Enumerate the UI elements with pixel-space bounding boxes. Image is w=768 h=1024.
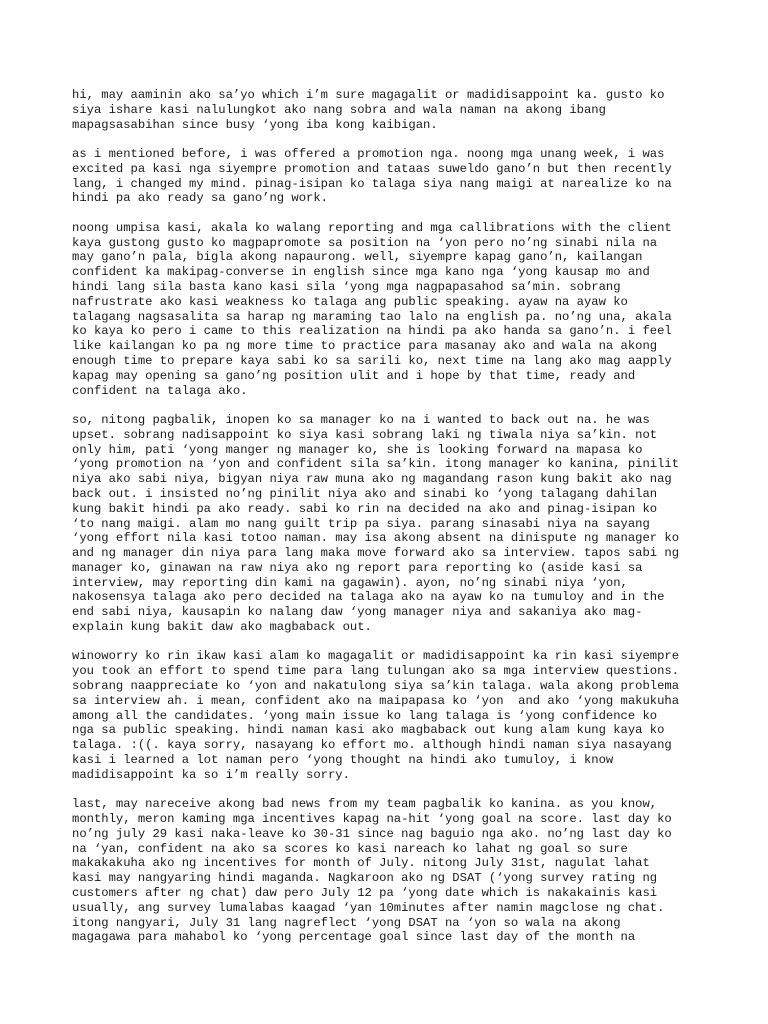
text-line: hindi pa ako ready sa gano’ng work. <box>72 191 328 206</box>
text-line: makakakuha ako ng incentives for month of July. nitong July 31st, nagulat lahat <box>72 856 650 871</box>
text-line: noong umpisa kasi, akala ko walang reporting and mga callibrations with the client <box>72 220 672 235</box>
text-line: nafrustrate ako kasi weakness ko talaga ang public speaking. ayaw na ayaw ko <box>72 294 628 309</box>
text-line: manager ko, ginawan na raw niya ako ng report para reporting ko (aside kasi sa <box>72 560 643 575</box>
text-line: winoworry ko rin ikaw kasi alam ko magagalit or madidisappoint ka rin kasi siyempre <box>72 649 680 664</box>
text-line: may gano’n pala, bigla akong napaurong. well, siyempre kapag gano’n, kailangan <box>72 250 643 265</box>
text-line: ‘to nang maigi. alam mo nang guilt trip pa siya. parang sinasabi niya na sayang <box>72 516 650 531</box>
text-line: kasi may nangyaring hindi maganda. Nagkaroon ako ng DSAT (‘yong survey rating ng <box>72 871 658 886</box>
text-line: sa interview ah. i mean, confident ako na maipapasa ko ‘yon and ako ‘yong makukuha <box>72 693 680 708</box>
text-line: only him, pati ‘yong manger ng manager ko, she is looking forward na mapasa ko <box>72 442 643 457</box>
text-line: kapag may opening sa gano’ng position ulit and i hope by that time, ready and <box>72 368 636 383</box>
paragraph-2 <box>72 147 702 206</box>
text-line: so, nitong pagbalik, inopen ko sa manager ko na i wanted to back out na. he was <box>72 412 650 427</box>
text-line: explain kung bakit daw ako magbaback out. <box>72 620 372 635</box>
text-line: among all the candidates. ‘yong main issue ko lang talaga is ‘yong confidence ko <box>72 708 658 723</box>
text-line: customers after ng chat) daw pero July 12 pa ‘yong date which is nakakainis kasi <box>72 886 658 901</box>
text-line: ‘yong effort nila kasi totoo naman. may isa akong absent na dinispute ng manager ko <box>72 531 680 546</box>
text-line: lang, i changed my mind. pinag-isipan ko talaga siya nang maigi at narealize ko na <box>72 176 672 191</box>
text-line: excited pa kasi nga siyempre promotion and tataas suweldo gano’n but then recently <box>72 161 672 176</box>
text-line: hindi lang sila basta kano kasi sila ‘yong mga nagpapasahod sa’min. sobrang <box>72 279 621 294</box>
text-line: like kailangan ko pa ng more time to practice para masanay ako and wala na akong <box>72 339 658 354</box>
text-line: back out. i insisted no’ng pinilit niya ako and sinabi ko ‘yong talagang dahilan <box>72 486 658 501</box>
text-line: na ‘yan, confident na ako sa scores ko kasi nareach ko lahat ng goal so sure <box>72 841 628 856</box>
text-line: sobrang naappreciate ko ‘yon and nakatulong siya sa’kin talaga. wala akong problema <box>72 679 680 694</box>
text-line: confident na talaga ako. <box>72 383 248 398</box>
text-line: last, may nareceive akong bad news from my team pagbalik ko kanina. as you know, <box>72 797 658 812</box>
text-line: talagang nagsasalita sa harap ng maraming tao lalo na english pa. no’ng una, akala <box>72 309 672 324</box>
text-line: niya ako sabi niya, bigyan niya raw muna ako ng magandang rason kung bakit ako nag <box>72 472 672 487</box>
text-line: no’ng july 29 kasi naka-leave ko 30-31 since nag baguio nga ako. no’ng last day ko <box>72 826 672 841</box>
paragraph-3 <box>72 221 702 399</box>
text-line: talaga. :((. kaya sorry, nasayang ko effort mo. although hindi naman siya nasayang <box>72 738 672 753</box>
paragraph-5 <box>72 649 702 782</box>
text-line: nga sa public speaking. hindi naman kasi ako magbaback out kung alam kung kaya ko <box>72 723 665 738</box>
text-line: itong nangyari, July 31 lang nagreflect ‘yong DSAT na ‘yon so wala na akong <box>72 915 621 930</box>
text-line: usually, ang survey lumalabas kaagad ‘yan 10minutes after namin magclose ng chat. <box>72 900 665 915</box>
text-line: magagawa para mahabol ko ‘yong percentage goal since last day of the month na <box>72 930 636 945</box>
text-line: interview, may reporting din kami na gagawin). ayon, no’ng sinabi niya ‘yon, <box>72 575 628 590</box>
paragraph-1 <box>72 88 702 132</box>
text-line: ‘yong promotion na ‘yon and confident sila sa’kin. itong manager ko kanina, pinilit <box>72 457 680 472</box>
text-line: end sabi niya, kausapin ko nalang daw ‘yong manager niya and sakaniya ako mag- <box>72 605 643 620</box>
text-line: as i mentioned before, i was offered a promotion nga. noong mga unang week, i was <box>72 146 665 161</box>
text-line: and ng manager din niya para lang maka move forward ako sa interview. tapos sabi ng <box>72 546 680 561</box>
text-line: confident ka makipag-converse in english since mga kano nga ‘yong kausap mo and <box>72 265 650 280</box>
paragraph-4 <box>72 413 702 635</box>
text-line: kung bakit hindi pa ako ready. sabi ko rin na decided na ako and pinag-isipan ko <box>72 501 658 516</box>
text-line: upset. sobrang nadisappoint ko siya kasi sobrang laki ng tiwala niya sa’kin. not <box>72 427 658 442</box>
document-page <box>72 88 702 960</box>
text-line: hi, may aaminin ako sa’yo which i’m sure magagalit or madidisappoint ka. gusto ko <box>72 88 665 102</box>
paragraph-6 <box>72 797 702 945</box>
text-line: madidisappoint ka so i’m really sorry. <box>72 767 350 782</box>
text-line: kasi i learned a lot naman pero ‘yong thought na hindi ako tumuloy, i know <box>72 753 614 768</box>
text-line: you took an effort to spend time para lang tulungan ako sa mga interview questions. <box>72 664 680 679</box>
text-line: siya ishare kasi nalulungkot ako nang sobra and wala naman na akong ibang <box>72 102 606 117</box>
text-line: monthly, meron kaming mga incentives kapag na-hit ‘yong goal na score. last day ko <box>72 812 672 827</box>
text-line: ko kaya ko pero i came to this realization na hindi pa ako handa sa gano’n. i feel <box>72 324 672 339</box>
text-line: enough time to prepare kaya sabi ko sa sarili ko, next time na lang ako mag aapply <box>72 353 672 368</box>
text-line: nakosensya talaga ako pero decided na talaga ako na ayaw ko na tumuloy and in the <box>72 590 665 605</box>
text-line: mapagsasabihan since busy ‘yong iba kong kaibigan. <box>72 117 438 132</box>
text-line: kaya gustong gusto ko magpapromote sa position na ‘yon pero no’ng sinabi nila na <box>72 235 658 250</box>
